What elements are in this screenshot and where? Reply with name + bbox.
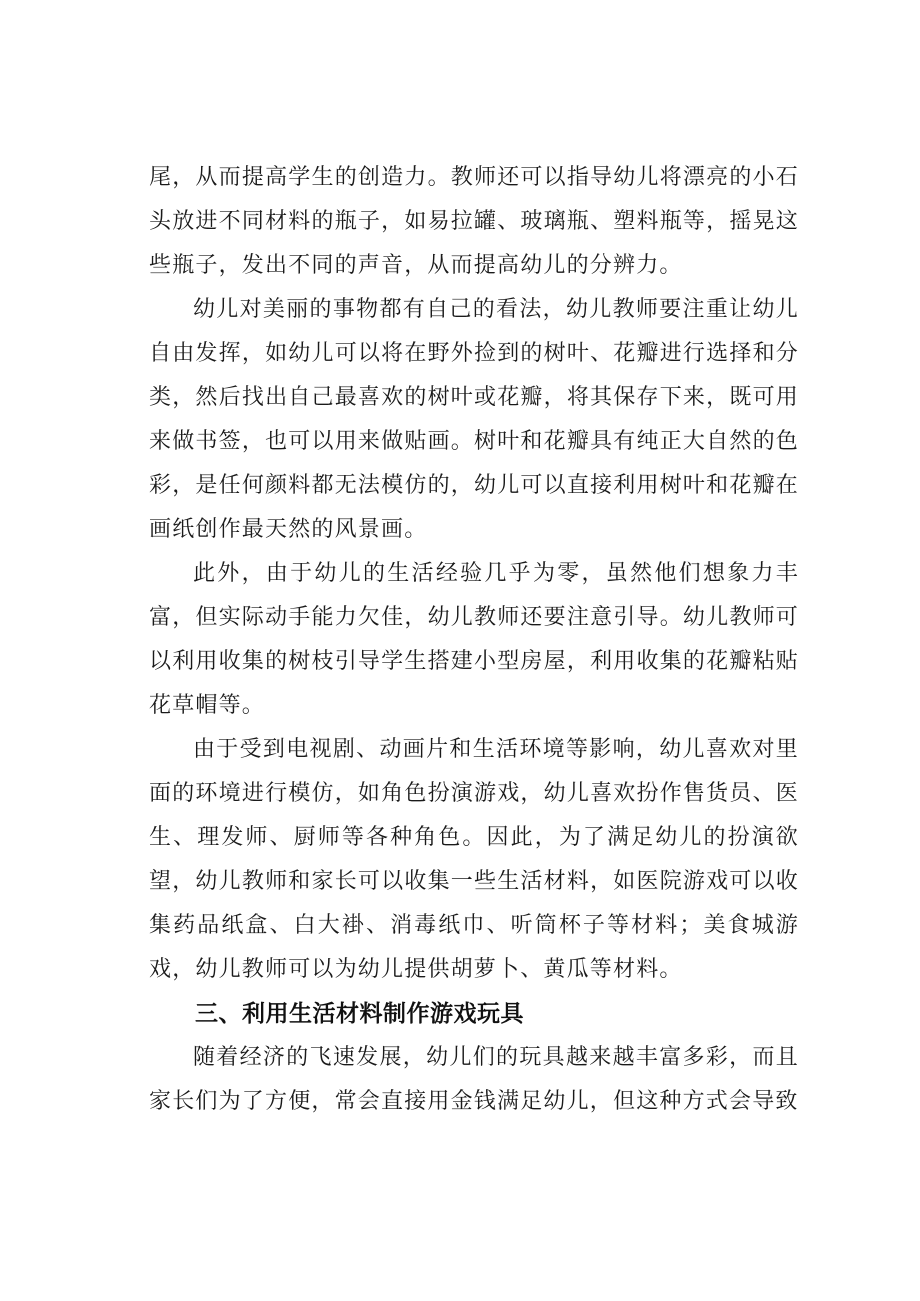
document-body bbox=[149, 156, 799, 1124]
paragraph-natural-materials: 幼儿对美丽的事物都有自己的看法，幼儿教师要注重让幼儿自由发挥，如幼儿可以将在野外捡到的树叶、花瓣进行选择和分类，然后找出自己最喜欢的树叶或花瓣，将其保存下来，既可用来做书签，也可以用来做贴画。树叶和花瓣具有纯正大自然的色彩，是任何颜料都无法模仿的，幼儿可以直接利用树叶和花瓣在画纸创作最天然的风景画。 bbox=[149, 297, 799, 542]
paragraph-toys: 随着经济的飞速发展，幼儿们的玩具越来越丰富多彩，而且家长们为了方便，常会直接用金钱满足幼儿，但这种方式会导致 bbox=[149, 1045, 799, 1114]
paragraph-continued: 尾，从而提高学生的创造力。教师还可以指导幼儿将漂亮的小石头放进不同材料的瓶子，如易拉罐、玻璃瓶、塑料瓶等，摇晃这些瓶子，发出不同的声音，从而提高幼儿的分辨力。 bbox=[149, 165, 799, 278]
section-heading: 三、利用生活材料制作游戏玩具 bbox=[195, 1001, 524, 1027]
paragraph-role-play: 由于受到电视剧、动画片和生活环境等影响，幼儿喜欢对里面的环境进行模仿，如角色扮演游戏，幼儿喜欢扮作售货员、医生、理发师、厨师等各种角色。因此，为了满足幼儿的扮演欲望，幼儿教师和家长可以收集一些生活材料，如医院游戏可以收集药品纸盒、白大褂、消毒纸巾、听筒杯子等材料；美食城游戏，幼儿教师可以为幼儿提供胡萝卜、黄瓜等材料。 bbox=[149, 737, 799, 982]
paragraph-guidance: 此外，由于幼儿的生活经验几乎为零，虽然他们想象力丰富，但实际动手能力欠佳，幼儿教师还要注意引导。幼儿教师可以利用收集的树枝引导学生搭建小型房屋，利用收集的花瓣粘贴花草帽等。 bbox=[149, 561, 799, 718]
